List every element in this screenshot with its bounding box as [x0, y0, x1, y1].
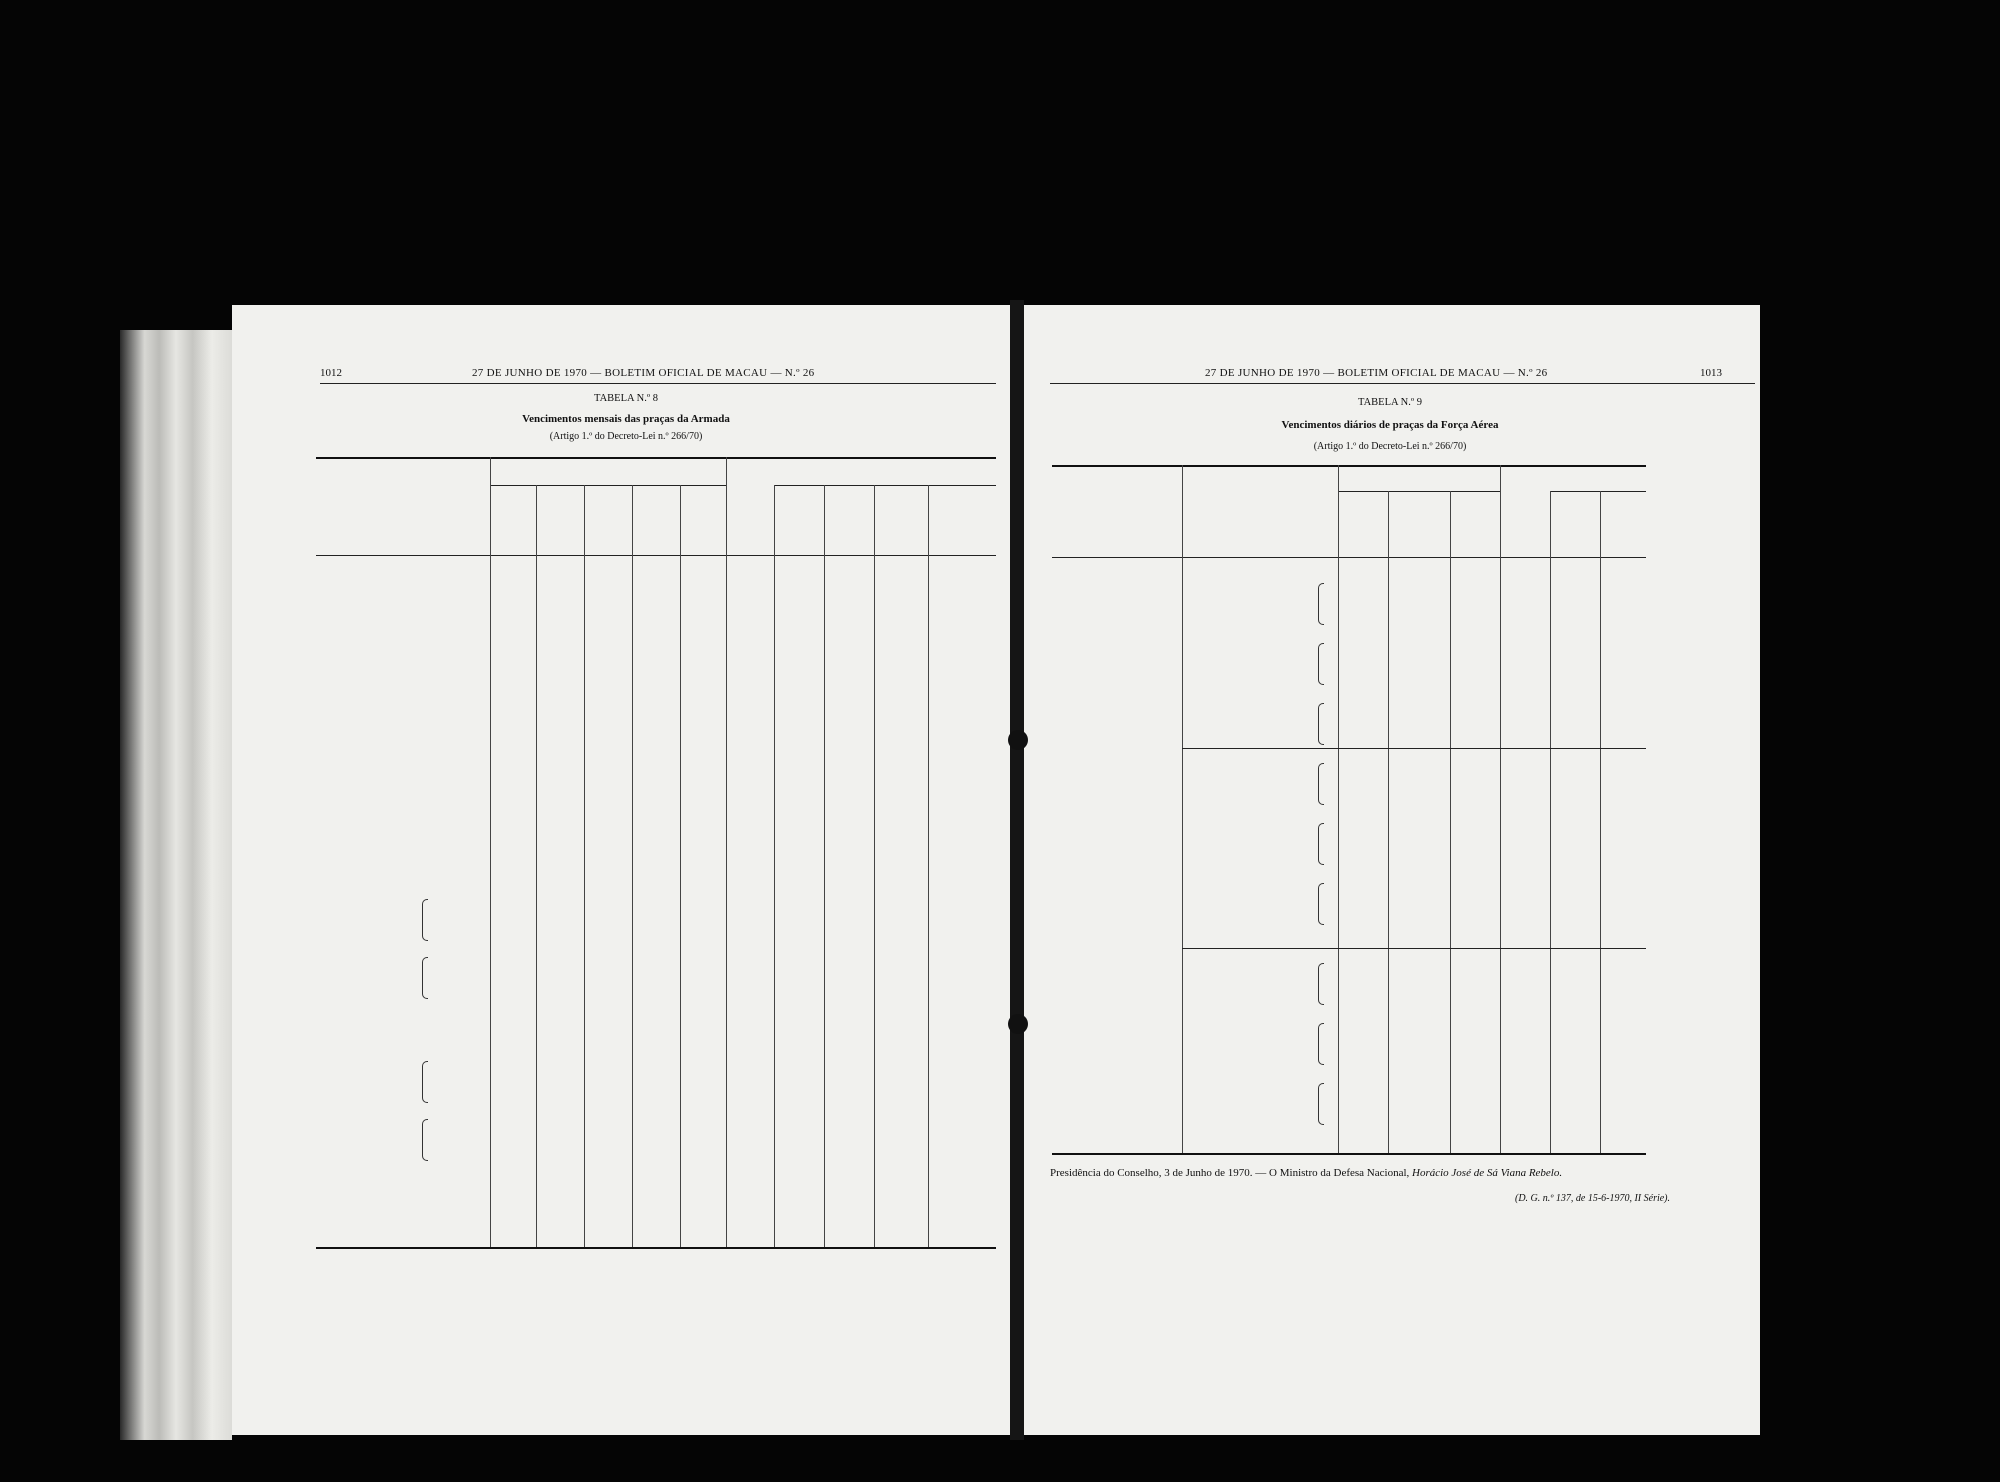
period-brace	[1318, 883, 1324, 925]
table-bottom-rule	[316, 1247, 996, 1249]
period-brace	[1318, 583, 1324, 625]
group-rule	[490, 485, 726, 486]
column-rule	[824, 485, 825, 1247]
page-header: 27 DE JUNHO DE 1970 — BOLETIM OFICIAL DE MACAU — N.º 26	[1205, 367, 1548, 379]
table-title: Vencimentos mensais das praças da Armada	[522, 413, 730, 425]
group-rule	[1338, 491, 1500, 492]
binding-hole	[1008, 1014, 1028, 1034]
period-brace	[422, 899, 428, 941]
column-rule	[874, 485, 875, 1247]
book-edge	[120, 330, 232, 1440]
signature-line	[1050, 1167, 1562, 1179]
period-brace	[1318, 823, 1324, 865]
period-brace	[422, 957, 428, 999]
table-top-rule	[1052, 465, 1646, 467]
left-page	[232, 305, 1020, 1435]
table-number: TABELA N.º 8	[594, 393, 658, 404]
header-bottom-rule	[1052, 557, 1646, 558]
table-top-rule	[316, 457, 996, 459]
period-brace	[1318, 643, 1324, 685]
period-brace	[1318, 963, 1324, 1005]
header-bottom-rule	[316, 555, 996, 556]
book-spine	[1010, 300, 1024, 1440]
column-rule	[680, 485, 681, 1247]
period-brace	[1318, 703, 1324, 745]
table-title: Vencimentos diários de praças da Força Aérea	[1281, 419, 1499, 431]
column-rule	[536, 485, 537, 1247]
column-rule	[774, 485, 775, 1247]
column-rule	[1182, 465, 1183, 1153]
period-brace	[1318, 763, 1324, 805]
column-rule	[1338, 465, 1339, 1153]
table-number: TABELA N.º 9	[1358, 397, 1422, 408]
header-rule	[1050, 383, 1755, 384]
column-rule	[584, 485, 585, 1247]
header-rule	[320, 383, 996, 384]
page-number: 1013	[1700, 367, 1722, 379]
section-rule	[1182, 748, 1646, 749]
signature-name: Horácio José de Sá Viana Rebelo.	[1412, 1167, 1563, 1179]
period-brace	[422, 1119, 428, 1161]
column-rule	[726, 457, 727, 1247]
group-rule	[774, 485, 996, 486]
column-rule	[490, 457, 491, 1247]
column-rule	[1500, 465, 1501, 1153]
column-rule	[1450, 491, 1451, 1153]
period-brace	[422, 1061, 428, 1103]
table-bottom-rule	[1052, 1153, 1646, 1155]
column-rule	[1550, 491, 1551, 1153]
section-rule	[1182, 948, 1646, 949]
column-rule	[1388, 491, 1389, 1153]
period-brace	[1318, 1023, 1324, 1065]
column-rule	[1600, 491, 1601, 1153]
column-rule	[632, 485, 633, 1247]
page-number: 1012	[320, 367, 342, 379]
group-rule	[1550, 491, 1646, 492]
table-subtitle: (Artigo 1.º do Decreto-Lei n.º 266/70)	[549, 431, 703, 442]
gazette-reference: (D. G. n.º 137, de 15-6-1970, II Série).	[1515, 1193, 1671, 1204]
signature-lead: Presidência do Conselho, 3 de Junho de 1970. — O Ministro da Defesa Nacional,	[1050, 1167, 1410, 1179]
binding-hole	[1008, 730, 1028, 750]
right-page	[1020, 305, 1760, 1435]
column-rule	[928, 485, 929, 1247]
table-subtitle: (Artigo 1.º do Decreto-Lei n.º 266/70)	[1313, 441, 1467, 452]
page-header: 27 DE JUNHO DE 1970 — BOLETIM OFICIAL DE MACAU — N.º 26	[472, 367, 815, 379]
period-brace	[1318, 1083, 1324, 1125]
